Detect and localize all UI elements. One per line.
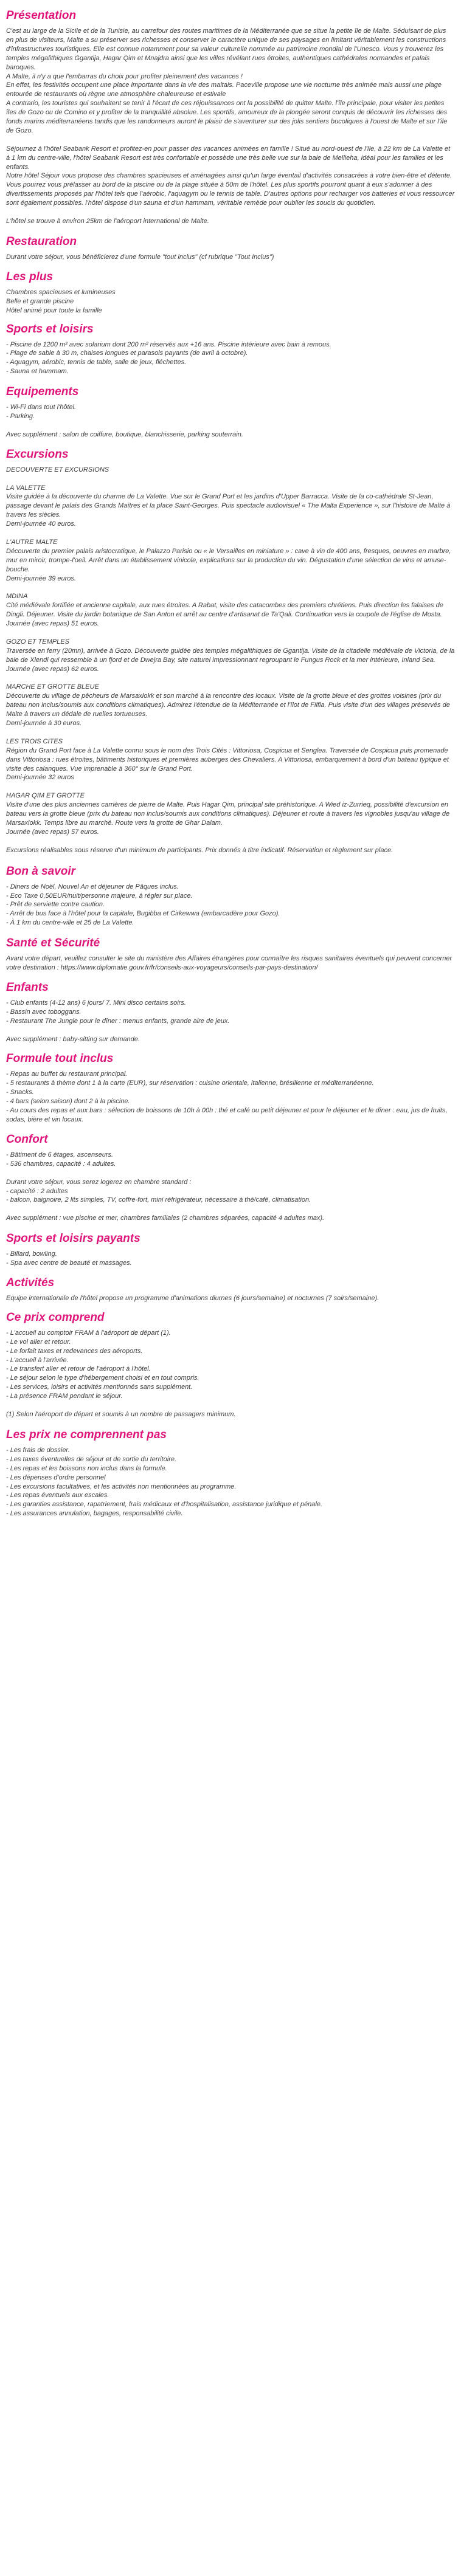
text-line: - Le forfait taxes et redevances des aéroports. bbox=[6, 1347, 143, 1355]
text-line: - Les services, loisirs et activités mentionnés sans supplément. bbox=[6, 1383, 193, 1391]
section-heading: Sports et loisirs payants bbox=[6, 1232, 140, 1245]
text-line: Séjournez à l'hôtel Seabank Resort et profitez-en pour passer des vacances animées en famille ! Situé au nord-ouest de l'île, à 22 km de La Valette et à 1 km du centre-ville, l'hôtel Seabank Resort est très confortable et possède une très belle vue sur la baie de Mellieha, idéal pour les familles et les enfants. bbox=[6, 145, 451, 171]
section-heading: Les prix ne comprennent pas bbox=[6, 1428, 167, 1441]
text-line bbox=[6, 1401, 455, 1410]
text-line: - Wi-Fi dans tout l'hôtel. bbox=[6, 404, 77, 412]
text-line: - Les assurances annulation, bagages, responsabilité civile. bbox=[6, 1510, 183, 1518]
text-line: - Les garanties assistance, rapatriement, frais médicaux et d'hospitalisation, assistance juridique et pénale. bbox=[6, 1501, 322, 1509]
section-heading: Excursions bbox=[6, 447, 69, 461]
text-line: - 536 chambres, capacité : 4 adultes. bbox=[6, 1160, 116, 1168]
section-body bbox=[6, 288, 455, 315]
text-line: (1) Selon l'aéroport de départ et soumis à un nombre de passagers minimum. bbox=[6, 1410, 236, 1418]
text-line: - Sauna et hammam. bbox=[6, 368, 69, 376]
text-line: L'hôtel se trouve à environ 25km de l'aéroport international de Malte. bbox=[6, 218, 209, 225]
text-line: - Piscine de 1200 m² avec solarium dont 200 m² réservés aux +16 ans. Piscine intérieure avec bain à remous. bbox=[6, 340, 331, 348]
text-line: A Malte, il n'y a que l'embarras du choix pour profiter pleinement des vacances ! bbox=[6, 72, 243, 80]
text-line: - Plage de sable à 30 m, chaises longues et parasols payants (de avril à octobre). bbox=[6, 350, 248, 357]
text-line: A contrario, les touristes qui souhaitent se tenir à l'écart de ces réjouissances ont la possibilité de quitter Malte. l'île principale, pour visiter les petites îles de Gozo ou de Comino et y profiter de la tranquillité absolue. Les sportifs, amoureux de la plongée seront conquis de découvrir les richesses des fonds marins méditerranéens tandis que les randonneurs auront le plaisir de s'aventurer sur des jolis sentiers bucoliques à l'ouest de Malte et sur l'île de Gozo. bbox=[6, 100, 448, 134]
text-line: Visite d'une des plus anciennes carrières de pierre de Malte. Puis Hagar Qim, principal site préhistorique. A Wied iz-Zurrieq, possibilité d'excursion en bateau vers la grotte bleue (prix du bateau non inclus/soumis aux conditions climatiques). Déjeuner et route à travers les vignobles jusqu'au village de Marsaxlokk. Temps libre au marché. Route vers la grotte de Ghar Dalam. bbox=[6, 801, 450, 827]
section-body bbox=[6, 253, 455, 262]
text-line: - Aquagym, aérobic, tennis de table, salle de jeux, fléchettes. bbox=[6, 359, 187, 367]
text-line: Hôtel animé pour toute la famille bbox=[6, 306, 102, 314]
text-line: Demi-journée à 30 euros. bbox=[6, 720, 82, 728]
text-line: - Eco Taxe 0,50EUR/nuit/personne majeure, à régler sur place. bbox=[6, 892, 193, 900]
section-body bbox=[6, 27, 455, 226]
text-line: Equipe internationale de l'hôtel propose un programme d'animations diurnes (6 jours/semaine) et nocturnes (7 soirs/semaine). bbox=[6, 1294, 380, 1302]
section-body bbox=[6, 340, 455, 377]
section-body bbox=[6, 883, 455, 928]
text-line: Chambres spacieuses et lumineuses bbox=[6, 288, 116, 296]
text-line: LA VALETTE bbox=[6, 484, 46, 492]
text-line: C'est au large de la Sicile et de la Tunisie, au carrefour des routes maritimes de la Méditerranée que se situe la petite île de Malte. Séduisant de plus en plus de visiteurs, Malte a su préserver ses richesses et conserver le caractère unique de ses paysages en limitant véritablement les constructions d'infrastructures touristiques. Elle est connue notamment pour sa valeur culturelle nommée au patrimoine mondial de l'Unesco. Vous y trouverez les temples mégalithiques Ggantija, Hagar Qim et Mnajdra ainsi que les villes révélant rues étroites, authentiques cathédrales normandes et palais baroques. bbox=[6, 27, 446, 71]
section-body bbox=[6, 1446, 455, 1518]
section-confort bbox=[6, 1132, 455, 1223]
text-line bbox=[6, 837, 455, 846]
text-line: L'AUTRE MALTE bbox=[6, 538, 58, 546]
text-line bbox=[6, 674, 455, 683]
text-line: Durant votre séjour, vous bénéficierez d'une formule "tout inclus" (cf rubrique "Tout Inclus") bbox=[6, 253, 274, 261]
text-line bbox=[6, 1205, 455, 1214]
section-body bbox=[6, 1250, 455, 1268]
text-line[interactable]: Avant votre départ, veuillez consulter le site du ministère des Affaires étrangères pour connaître les risques sanitaires éventuels qui peuvent concerner votre destination : https://www.diplomatie.gouv.fr/fr/conseils-aux-voyageurs/conseils-par-pays-destination/ bbox=[6, 955, 452, 972]
text-line bbox=[6, 629, 455, 638]
section-sante-et-securite bbox=[6, 936, 455, 973]
page bbox=[0, 9, 461, 1518]
section-heading: Activités bbox=[6, 1276, 55, 1289]
text-line: - Les repas éventuels aux escales. bbox=[6, 1492, 109, 1500]
section-body bbox=[6, 999, 455, 1044]
section-excursions bbox=[6, 447, 455, 855]
text-line bbox=[6, 782, 455, 791]
section-body bbox=[6, 1329, 455, 1419]
text-line: - 5 restaurants à thème dont 1 à la carte (EUR), sur réservation : cuisine orientale, italienne, brésilienne et méditerranéenne. bbox=[6, 1080, 374, 1087]
text-line bbox=[6, 584, 455, 593]
section-body bbox=[6, 1070, 455, 1124]
text-line: - Les excursions facultatives, et les activités non mentionnées au programme. bbox=[6, 1483, 237, 1490]
text-line: - L'accueil au comptoir FRAM à l'aéroport de départ (1). bbox=[6, 1329, 171, 1337]
section-heading: Restauration bbox=[6, 235, 77, 248]
text-line: Avec supplément : baby-sitting sur demande. bbox=[6, 1035, 140, 1043]
text-line: Visite guidée à la découverte du charme de La Valette. Vue sur le Grand Port et les jardins d'Upper Barracca. Visite de la co-cathédrale St-Jean, passage devant le palais des Grands Maîtres et la place Saint-Georges. Puis spectacle audiovisuel « The Malta Experience », sur l'histoire de Malte à travers les siècles. bbox=[6, 493, 451, 519]
section-heading: Présentation bbox=[6, 9, 77, 22]
text-line: Avec supplément : salon de coiffure, boutique, blanchisserie, parking souterrain. bbox=[6, 430, 243, 438]
text-line: Journée (avec repas) 57 euros. bbox=[6, 828, 99, 836]
text-line: - À 1 km du centre-ville et 25 de La Valette. bbox=[6, 919, 134, 927]
section-heading: Ce prix comprend bbox=[6, 1310, 105, 1324]
section-heading: Bon à savoir bbox=[6, 864, 76, 878]
text-line: Demi-journée 39 euros. bbox=[6, 574, 76, 582]
section-heading: Sports et loisirs bbox=[6, 322, 94, 336]
text-line bbox=[6, 208, 455, 217]
text-line: - La présence FRAM pendant le séjour. bbox=[6, 1393, 123, 1400]
text-line: - Les dépenses d'ordre personnel bbox=[6, 1473, 106, 1481]
text-line: - balcon, baignoire, 2 lits simples, TV, coffre-fort, mini réfrigérateur, nécessaire à thé/café, climatisation. bbox=[6, 1196, 311, 1204]
section-restauration bbox=[6, 235, 455, 262]
text-line: - Spa avec centre de beauté et massages. bbox=[6, 1259, 132, 1267]
text-line: - capacité : 2 adultes bbox=[6, 1187, 68, 1195]
section-presentation bbox=[6, 9, 455, 226]
section-body bbox=[6, 466, 455, 855]
text-line: Belle et grande piscine bbox=[6, 297, 74, 305]
section-sports-et-loisirs bbox=[6, 322, 455, 377]
text-line: Excursions réalisables sous réserve d'un minimum de participants. Prix donnés à titre indicatif. Réservation et règlement sur place. bbox=[6, 846, 393, 854]
text-line bbox=[6, 421, 455, 430]
text-line: Cité médiévale fortifiée et ancienne capitale, aux rues étroites. A Rabat, visite des catacombes des premiers chrétiens. Puis direction les falaises de Dingli. Déjeuner. Visite du jardin botanique de San Anton et arrêt au centre d'artisanat de Ta'Qali. Continuation vers la coupole de l'église de Mosta. bbox=[6, 602, 443, 619]
section-bon-a-savoir bbox=[6, 864, 455, 928]
text-line: - Club enfants (4-12 ans) 6 jours/ 7. Mini disco certains soirs. bbox=[6, 999, 186, 1007]
section-body bbox=[6, 1294, 455, 1303]
text-line: Demi-journée 32 euros bbox=[6, 774, 74, 782]
text-line: En effet, les festivités occupent une place importante dans la vie des maltais. Paceville propose une vie nocturne très animée mais aussi une plage entourée de restaurants où règne une atmosphère chaleureuse et estivale bbox=[6, 81, 442, 98]
text-line: - Le séjour selon le type d'hébergement choisi et en tout compris. bbox=[6, 1374, 199, 1382]
text-line: - Le transfert aller et retour de l'aéroport à l'hôtel. bbox=[6, 1365, 151, 1373]
section-body bbox=[6, 1151, 455, 1223]
section-ce-prix-comprend bbox=[6, 1310, 455, 1419]
text-line bbox=[6, 1169, 455, 1178]
section-equipements bbox=[6, 385, 455, 439]
text-line: - Les taxes éventuelles de séjour et de sortie du territoire. bbox=[6, 1455, 177, 1463]
section-activites bbox=[6, 1276, 455, 1303]
section-heading: Les plus bbox=[6, 270, 54, 283]
section-heading: Confort bbox=[6, 1132, 48, 1146]
text-line: Avec supplément : vue piscine et mer, chambres familiales (2 chambres séparées, capacité 4 adultes max). bbox=[6, 1214, 325, 1222]
text-line: LES TROIS CITES bbox=[6, 737, 63, 745]
text-line bbox=[6, 728, 455, 737]
text-line bbox=[6, 136, 455, 145]
section-body bbox=[6, 403, 455, 439]
text-line: Traversée en ferry (20mn), arrivée à Gozo. Découverte guidée des temples mégalithiques de Ggantija. Visite de la citadelle médiévale de Victoria, de la baie de Xlendi qui ressemble à un fjord et de Dwejra Bay, site naturel impressionnant regroupant le Fungus Rock et la mer intérieure, Inland Sea. bbox=[6, 647, 455, 664]
text-line: - 4 bars (selon saison) dont 2 à la piscine. bbox=[6, 1098, 130, 1106]
text-line: MDINA bbox=[6, 593, 28, 601]
text-line: - L'accueil à l'arrivée. bbox=[6, 1356, 69, 1364]
text-line: - Parking. bbox=[6, 413, 35, 421]
text-line: Durant votre séjour, vous serez logerez en chambre standard : bbox=[6, 1178, 192, 1186]
text-line bbox=[6, 529, 455, 538]
section-enfants bbox=[6, 980, 455, 1044]
text-line: - Snacks. bbox=[6, 1089, 34, 1097]
text-line: Demi-journée 40 euros. bbox=[6, 520, 76, 528]
text-line: - Billard, bowling. bbox=[6, 1250, 57, 1258]
section-heading: Santé et Sécurité bbox=[6, 937, 100, 950]
text-line: MARCHE ET GROTTE BLEUE bbox=[6, 683, 99, 691]
section-heading: Enfants bbox=[6, 980, 49, 994]
text-line: Découverte du premier palais aristocratique, le Palazzo Parisio ou « le Versailles en miniature » : cave à vin de 400 ans, fresques, oeuvres en marbre, mur en miroir, trompe-l'oeil. Arrêt dans un établissement vinicole, explications sur la production du vin. Dégustation d'une sélection de vins et amuse-bouche. bbox=[6, 547, 451, 573]
text-line: GOZO ET TEMPLES bbox=[6, 638, 69, 646]
text-line: - Bâtiment de 6 étages, ascenseurs. bbox=[6, 1151, 114, 1159]
text-line: Notre hôtel Séjour vous propose des chambres spacieuses et aménagées ainsi qu'un large éventail d'activités consacrées à votre bien-être et détente. Vous pourrez vous prélasser au bord de la piscine ou de la plage située à 50m de l'hôtel. Les plus sportifs pourront quant à eux s'adonner à des divertissements proposés par l'hôtel tels que l'aérobic, l'aquagym ou le tennis de table. D'autres options pour recharger vos batteries et vous ressourcer sont également possibles. l'hôtel dispose d'un sauna et d'un hammam, véritable remède pour oublier les soucis du quotidien. bbox=[6, 172, 455, 207]
text-line bbox=[6, 475, 455, 484]
text-line: - Les repas et les boissons non inclus dans la formule. bbox=[6, 1464, 167, 1472]
text-line: HAGAR QIM ET GROTTE bbox=[6, 792, 85, 800]
text-line: - Bassin avec toboggans. bbox=[6, 1008, 81, 1016]
section-heading: Formule tout inclus bbox=[6, 1052, 114, 1066]
section-formule-tout-inclus bbox=[6, 1052, 455, 1124]
text-line: DECOUVERTE ET EXCURSIONS bbox=[6, 466, 109, 474]
text-line: - Prêt de serviette contre caution. bbox=[6, 901, 105, 909]
text-line: - Les frais de dossier. bbox=[6, 1446, 70, 1454]
text-line: - Restaurant The Jungle pour le dîner : menus enfants, grande aire de jeux. bbox=[6, 1017, 230, 1025]
text-line: - Repas au buffet du restaurant principal. bbox=[6, 1070, 128, 1078]
section-les-prix-ne-comprennent-pas bbox=[6, 1428, 455, 1518]
text-line: - Le vol aller et retour. bbox=[6, 1338, 71, 1346]
text-line: Journée (avec repas) 62 euros. bbox=[6, 665, 99, 673]
text-line: - Au cours des repas et aux bars : sélection de boissons de 10h à 00h : thé et café ou petit déjeuner et pour le déjeuner et le dîner : eau, jus de fruits, sodas, bière et vin locaux. bbox=[6, 1107, 448, 1123]
text-line: Journée (avec repas) 51 euros. bbox=[6, 620, 99, 628]
text-line bbox=[6, 1026, 455, 1035]
text-line: - Arrêt de bus face à l'hôtel pour la capitale, Bugibba et Cirkewwa (embarcadère pour Gozo). bbox=[6, 910, 280, 918]
text-line: Région du Grand Port face à La Valette connu sous le nom des Trois Cités : Vittoriosa, Cospicua et Senglea. Traversée de Cospicua puis promenade dans Vittoriosa : rues étroites, bâtiments historiques et premières auberges des Chevaliers. A Vittoriosa, embarquement à bord d'un bateau typique et visite des calanques. Vue imprenable à 360° sur le Grand Port. bbox=[6, 746, 449, 773]
section-body bbox=[6, 954, 455, 973]
text-line: Découverte du village de pêcheurs de Marsaxlokk et son marché à la rencontre des locaux. Visite de la grotte bleue et des grottes voisines (prix du bateau non inclus/soumis aux conditions climatiques). Admirez l'étendue de la Méditerranée et l'îlot de Filfla. Puis visite d'un des villages préservés de Malte à travers un dédale de ruelles tortueuses. bbox=[6, 692, 450, 718]
section-heading: Equipements bbox=[6, 385, 79, 399]
section-sports-et-loisirs-payants bbox=[6, 1231, 455, 1268]
section-les-plus bbox=[6, 270, 455, 315]
text-line: - Diners de Noël, Nouvel An et déjeuner de Pâques inclus. bbox=[6, 883, 179, 890]
